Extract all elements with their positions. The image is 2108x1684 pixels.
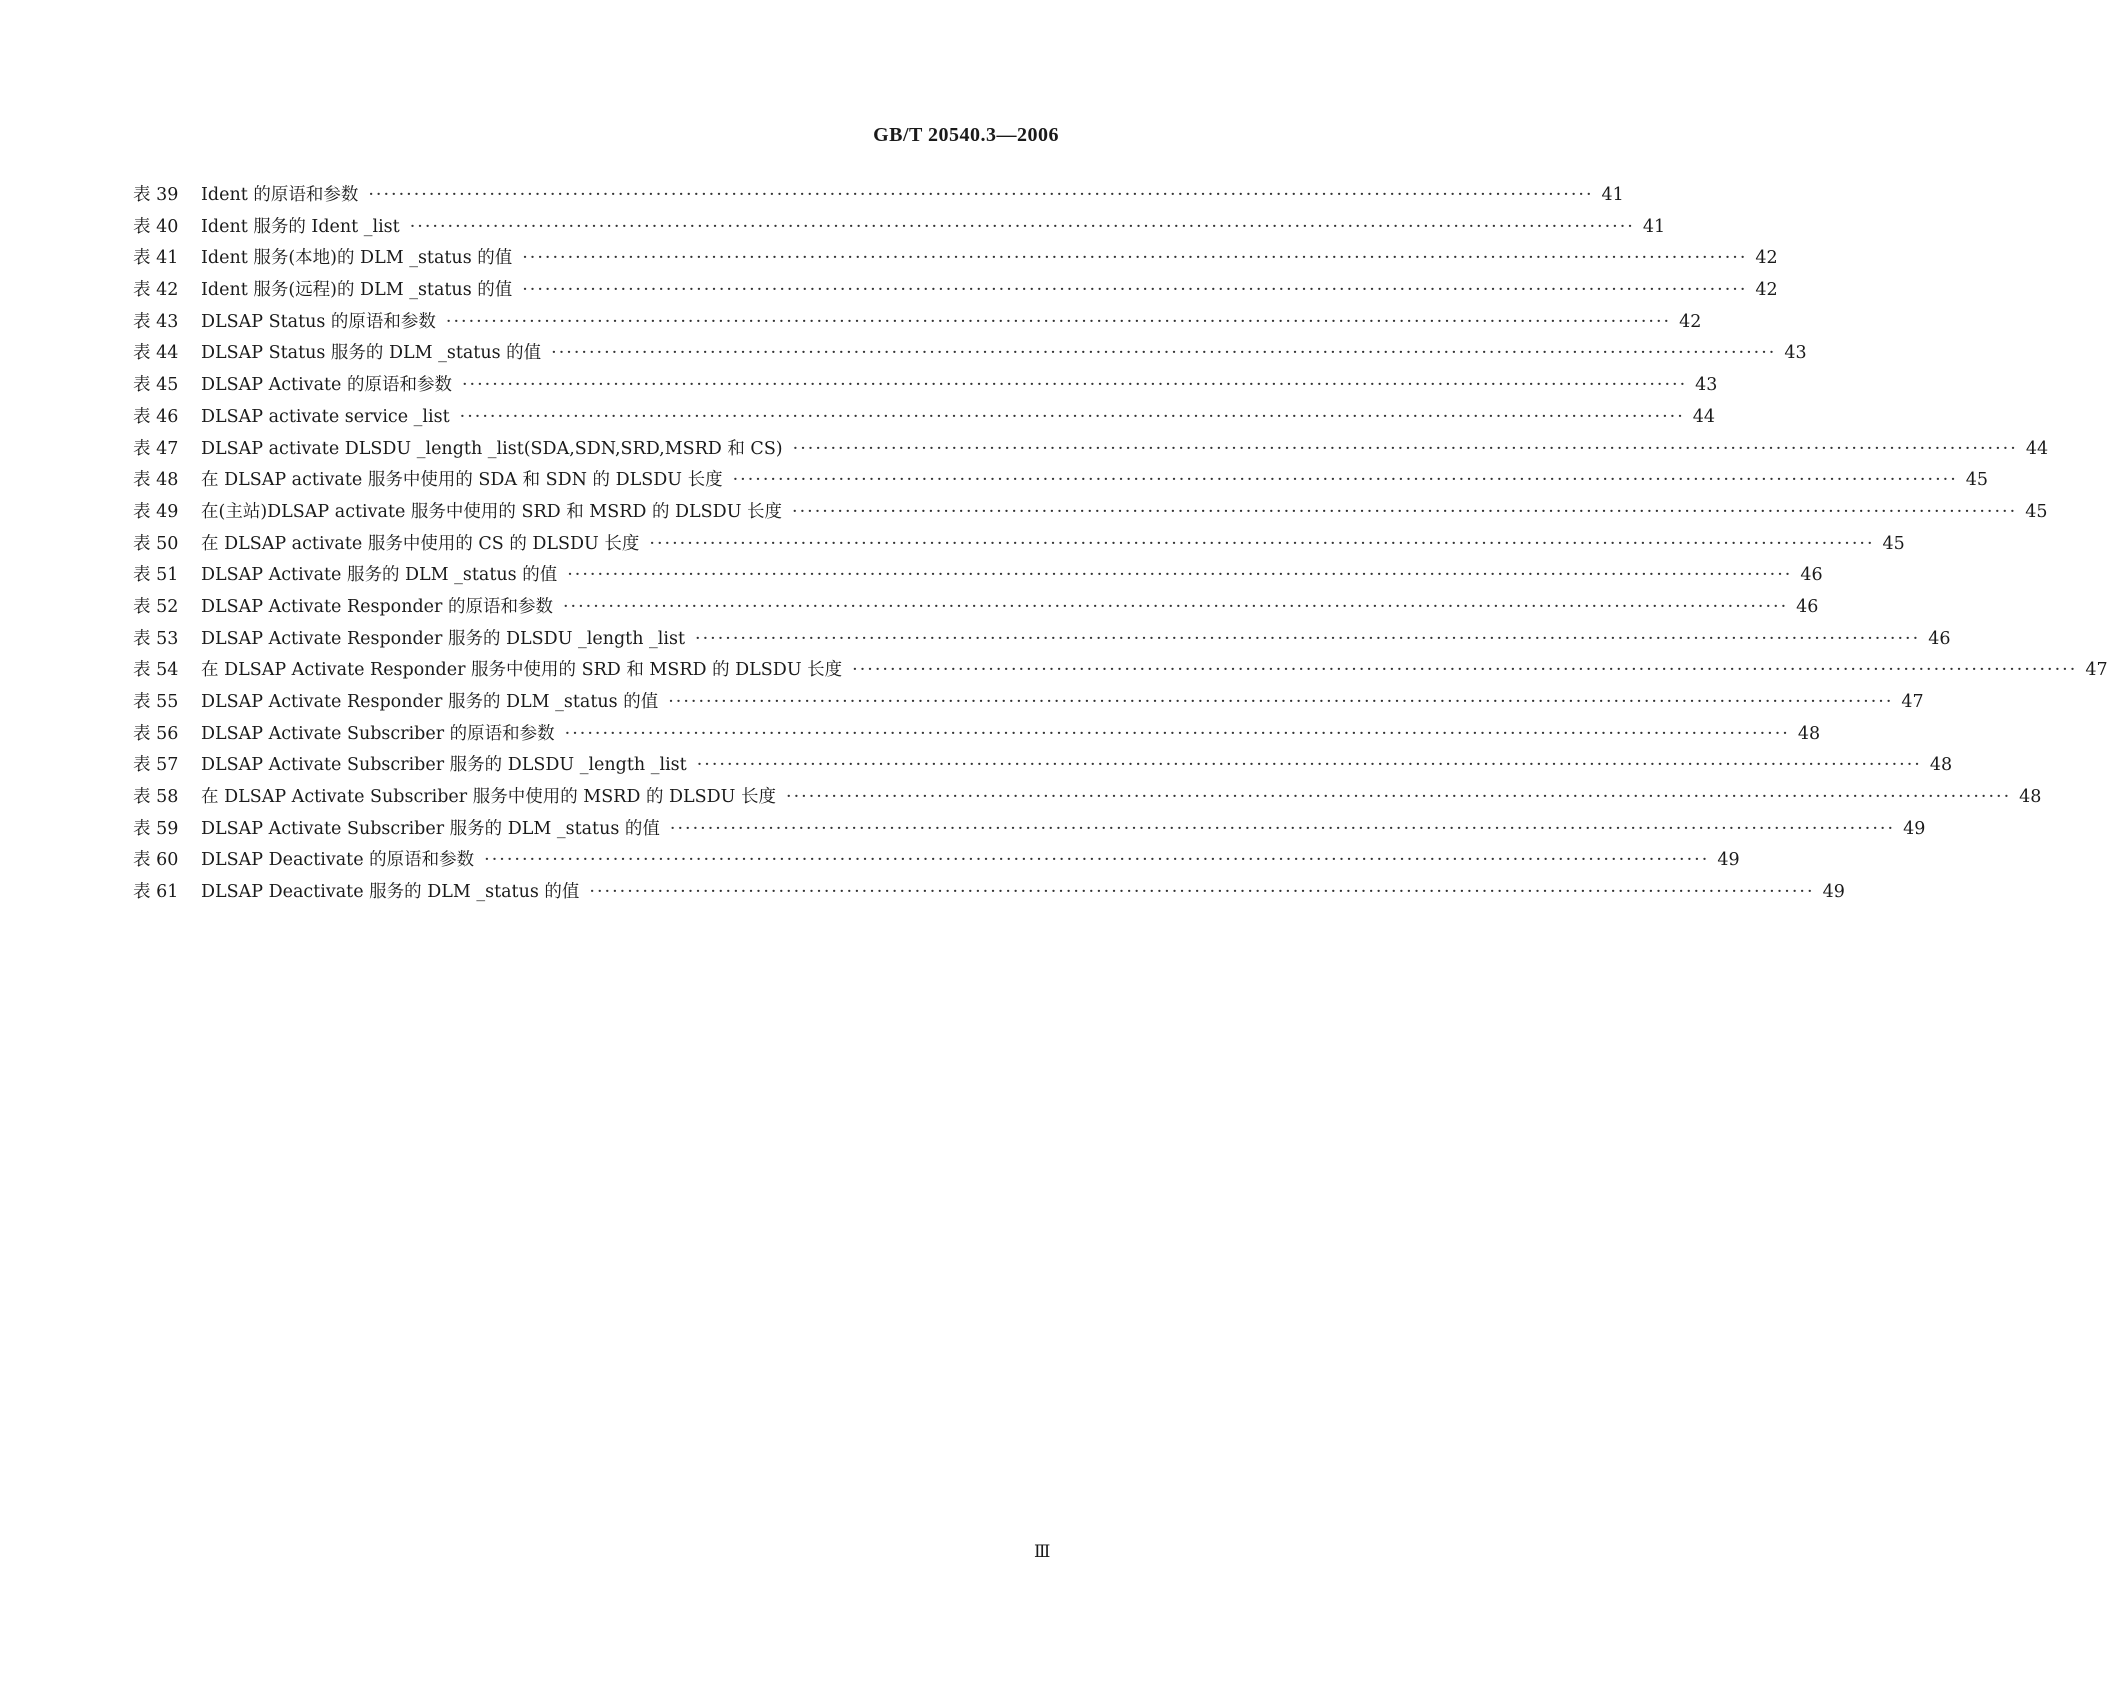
- toc-entry-page: 46: [1800, 565, 1823, 586]
- toc-entry[interactable]: [133, 212, 1666, 244]
- toc-entry-title: 在(主站)DLSAP activate 服务中使用的 SRD 和 MSRD 的 DLSDU 长度: [201, 501, 783, 522]
- toc-entry-page: 44: [1692, 406, 1716, 427]
- toc-entry-title: DLSAP Activate Subscriber 的原语和参数: [201, 723, 555, 744]
- toc-entry-page: 43: [1695, 375, 1718, 396]
- toc-dot-leader: [410, 212, 1635, 244]
- toc-dot-leader: [670, 814, 1895, 846]
- toc-entry-page: 47: [1901, 692, 1924, 712]
- toc-entry[interactable]: [133, 687, 1924, 719]
- toc-entry[interactable]: [133, 338, 1807, 370]
- toc-entry-label: 表 58: [133, 787, 179, 808]
- toc-entry-page: 48: [1797, 723, 1821, 744]
- toc-entry-title: Ident 服务(本地)的 DLM _status 的值: [201, 248, 513, 269]
- toc-entry-title: Ident 服务(远程)的 DLM _status 的值: [201, 280, 513, 301]
- toc-entry-page: 46: [1928, 628, 1951, 649]
- toc-entry-title: 在 DLSAP Activate Subscriber 服务中使用的 MSRD 的 DLSDU 长度: [201, 787, 776, 808]
- toc-entry-page: 41: [1601, 185, 1624, 205]
- toc-dot-leader: [565, 719, 1790, 751]
- toc-entry-label: 表 47: [133, 438, 179, 459]
- toc-entry-label: 表 46: [133, 406, 179, 427]
- toc-entry-page: 49: [1903, 818, 1926, 839]
- toc-entry-title: 在 DLSAP Activate Responder 服务中使用的 SRD 和 MSRD 的 DLSDU 长度: [201, 660, 843, 681]
- toc-entry-label: 表 53: [133, 628, 179, 649]
- toc-entry-label: 表 59: [133, 818, 179, 839]
- toc-entry[interactable]: [133, 307, 1702, 339]
- toc-entry-label: 表 43: [133, 311, 179, 332]
- toc-entry-label: 表 60: [133, 850, 179, 871]
- toc-entry-title: DLSAP Deactivate 的原语和参数: [201, 850, 475, 871]
- toc-dot-leader: [460, 402, 1685, 434]
- toc-entry-page: 45: [1882, 533, 1905, 554]
- toc-entry-page: 49: [1822, 882, 1845, 903]
- toc-entry-label: 表 54: [133, 660, 179, 681]
- toc-entry-title: DLSAP Activate 服务的 DLM _status 的值: [201, 565, 558, 586]
- toc-entry[interactable]: [133, 750, 1953, 782]
- toc-entry-page: 45: [1965, 470, 1989, 491]
- toc-entry[interactable]: [133, 782, 2042, 814]
- toc-entry-page: 47: [2085, 660, 2108, 681]
- toc-dot-leader: [446, 307, 1671, 339]
- toc-entry-label: 表 44: [133, 343, 179, 364]
- toc-entry-label: 表 61: [133, 882, 179, 903]
- toc-entry-title: DLSAP Activate 的原语和参数: [201, 375, 452, 396]
- toc-dot-leader: [589, 877, 1814, 909]
- toc-entry-label: 表 52: [133, 596, 179, 617]
- toc-dot-leader: [786, 782, 2011, 814]
- toc-entry-label: 表 40: [133, 216, 179, 237]
- toc-dot-leader: [522, 275, 1747, 307]
- toc-dot-leader: [563, 592, 1788, 624]
- toc-entry-label: 表 57: [133, 755, 179, 776]
- toc-entry[interactable]: [133, 465, 1989, 497]
- toc-dot-leader: [668, 687, 1893, 719]
- toc-entry-page: 48: [2019, 787, 2042, 808]
- toc-entry[interactable]: [133, 497, 2048, 529]
- table-of-contents-list: [133, 180, 2108, 909]
- toc-entry-label: 表 41: [133, 248, 179, 269]
- toc-dot-leader: [462, 370, 1687, 402]
- toc-entry[interactable]: [133, 275, 1778, 307]
- toc-entry[interactable]: [133, 180, 1624, 212]
- toc-entry-label: 表 55: [133, 692, 179, 712]
- toc-entry-title: DLSAP Activate Responder 服务的 DLM _status 的值: [201, 692, 659, 712]
- toc-entry[interactable]: [133, 434, 2049, 466]
- toc-dot-leader: [793, 434, 2018, 466]
- toc-entry-page: 49: [1717, 850, 1740, 871]
- toc-entry-title: DLSAP Activate Subscriber 服务的 DLM _status 的值: [201, 818, 660, 839]
- toc-dot-leader: [551, 338, 1776, 370]
- toc-entry-title: DLSAP activate DLSDU _length _list(SDA,SDN,SRD,MSRD 和 CS): [201, 438, 783, 459]
- toc-entry-label: 表 39: [133, 185, 179, 205]
- toc-entry[interactable]: [133, 592, 1819, 624]
- toc-entry-title: 在 DLSAP activate 服务中使用的 CS 的 DLSDU 长度: [201, 533, 640, 554]
- toc-dot-leader: [567, 560, 1792, 592]
- toc-dot-leader: [695, 624, 1920, 656]
- toc-entry-title: DLSAP Activate Subscriber 服务的 DLSDU _length _list: [201, 755, 687, 776]
- toc-entry-label: 表 45: [133, 375, 179, 396]
- toc-entry-page: 44: [2025, 438, 2049, 459]
- standard-number: GB/T 20540.3—2006: [873, 124, 1059, 146]
- toc-entry[interactable]: [133, 243, 1778, 275]
- toc-entry-label: 表 51: [133, 565, 179, 586]
- toc-entry-title: 在 DLSAP activate 服务中使用的 SDA 和 SDN 的 DLSDU 长度: [201, 470, 723, 491]
- toc-entry-page: 45: [2025, 501, 2048, 522]
- toc-entry-label: 表 50: [133, 533, 179, 554]
- toc-entry-title: DLSAP Status 服务的 DLM _status 的值: [201, 343, 542, 364]
- toc-entry-page: 46: [1796, 596, 1819, 617]
- toc-entry-title: Ident 的原语和参数: [201, 185, 359, 205]
- toc-dot-leader: [522, 243, 1747, 275]
- toc-entry[interactable]: [133, 529, 1905, 561]
- toc-entry[interactable]: [133, 624, 1951, 656]
- toc-entry[interactable]: [133, 877, 1845, 909]
- toc-entry-page: 43: [1784, 343, 1807, 364]
- toc-entry-title: DLSAP Deactivate 服务的 DLM _status 的值: [201, 882, 580, 903]
- toc-dot-leader: [792, 497, 2017, 529]
- toc-entry-page: 42: [1755, 248, 1778, 269]
- toc-entry-page: 41: [1642, 216, 1666, 237]
- toc-dot-leader: [368, 180, 1593, 212]
- toc-entry-page: 42: [1679, 311, 1702, 332]
- toc-entry[interactable]: [133, 845, 1740, 877]
- toc-dot-leader: [649, 529, 1874, 561]
- toc-entry-label: 表 42: [133, 280, 179, 301]
- toc-entry[interactable]: [133, 402, 1716, 434]
- toc-entry-label: 表 49: [133, 501, 179, 522]
- toc-entry-title: Ident 服务的 Ident _list: [201, 216, 400, 237]
- toc-dot-leader: [484, 845, 1709, 877]
- toc-entry[interactable]: [133, 560, 1823, 592]
- toc-entry[interactable]: [133, 719, 1821, 751]
- toc-entry-title: DLSAP Activate Responder 的原语和参数: [201, 596, 553, 617]
- toc-entry[interactable]: [133, 655, 2108, 687]
- toc-entry-page: 42: [1755, 280, 1778, 301]
- toc-dot-leader: [852, 655, 2077, 687]
- toc-entry[interactable]: [133, 370, 1718, 402]
- toc-entry-page: 48: [1929, 755, 1953, 776]
- toc-entry-label: 表 48: [133, 470, 179, 491]
- toc-entry-label: 表 56: [133, 723, 179, 744]
- toc-entry-title: DLSAP activate service _list: [201, 406, 450, 427]
- toc-entry-title: DLSAP Status 的原语和参数: [201, 311, 436, 332]
- toc-entry-title: DLSAP Activate Responder 服务的 DLSDU _length _list: [201, 628, 686, 649]
- toc-entry[interactable]: [133, 814, 1926, 846]
- page-number: Ⅲ: [1034, 1542, 1051, 1561]
- toc-dot-leader: [733, 465, 1958, 497]
- toc-dot-leader: [697, 750, 1922, 782]
